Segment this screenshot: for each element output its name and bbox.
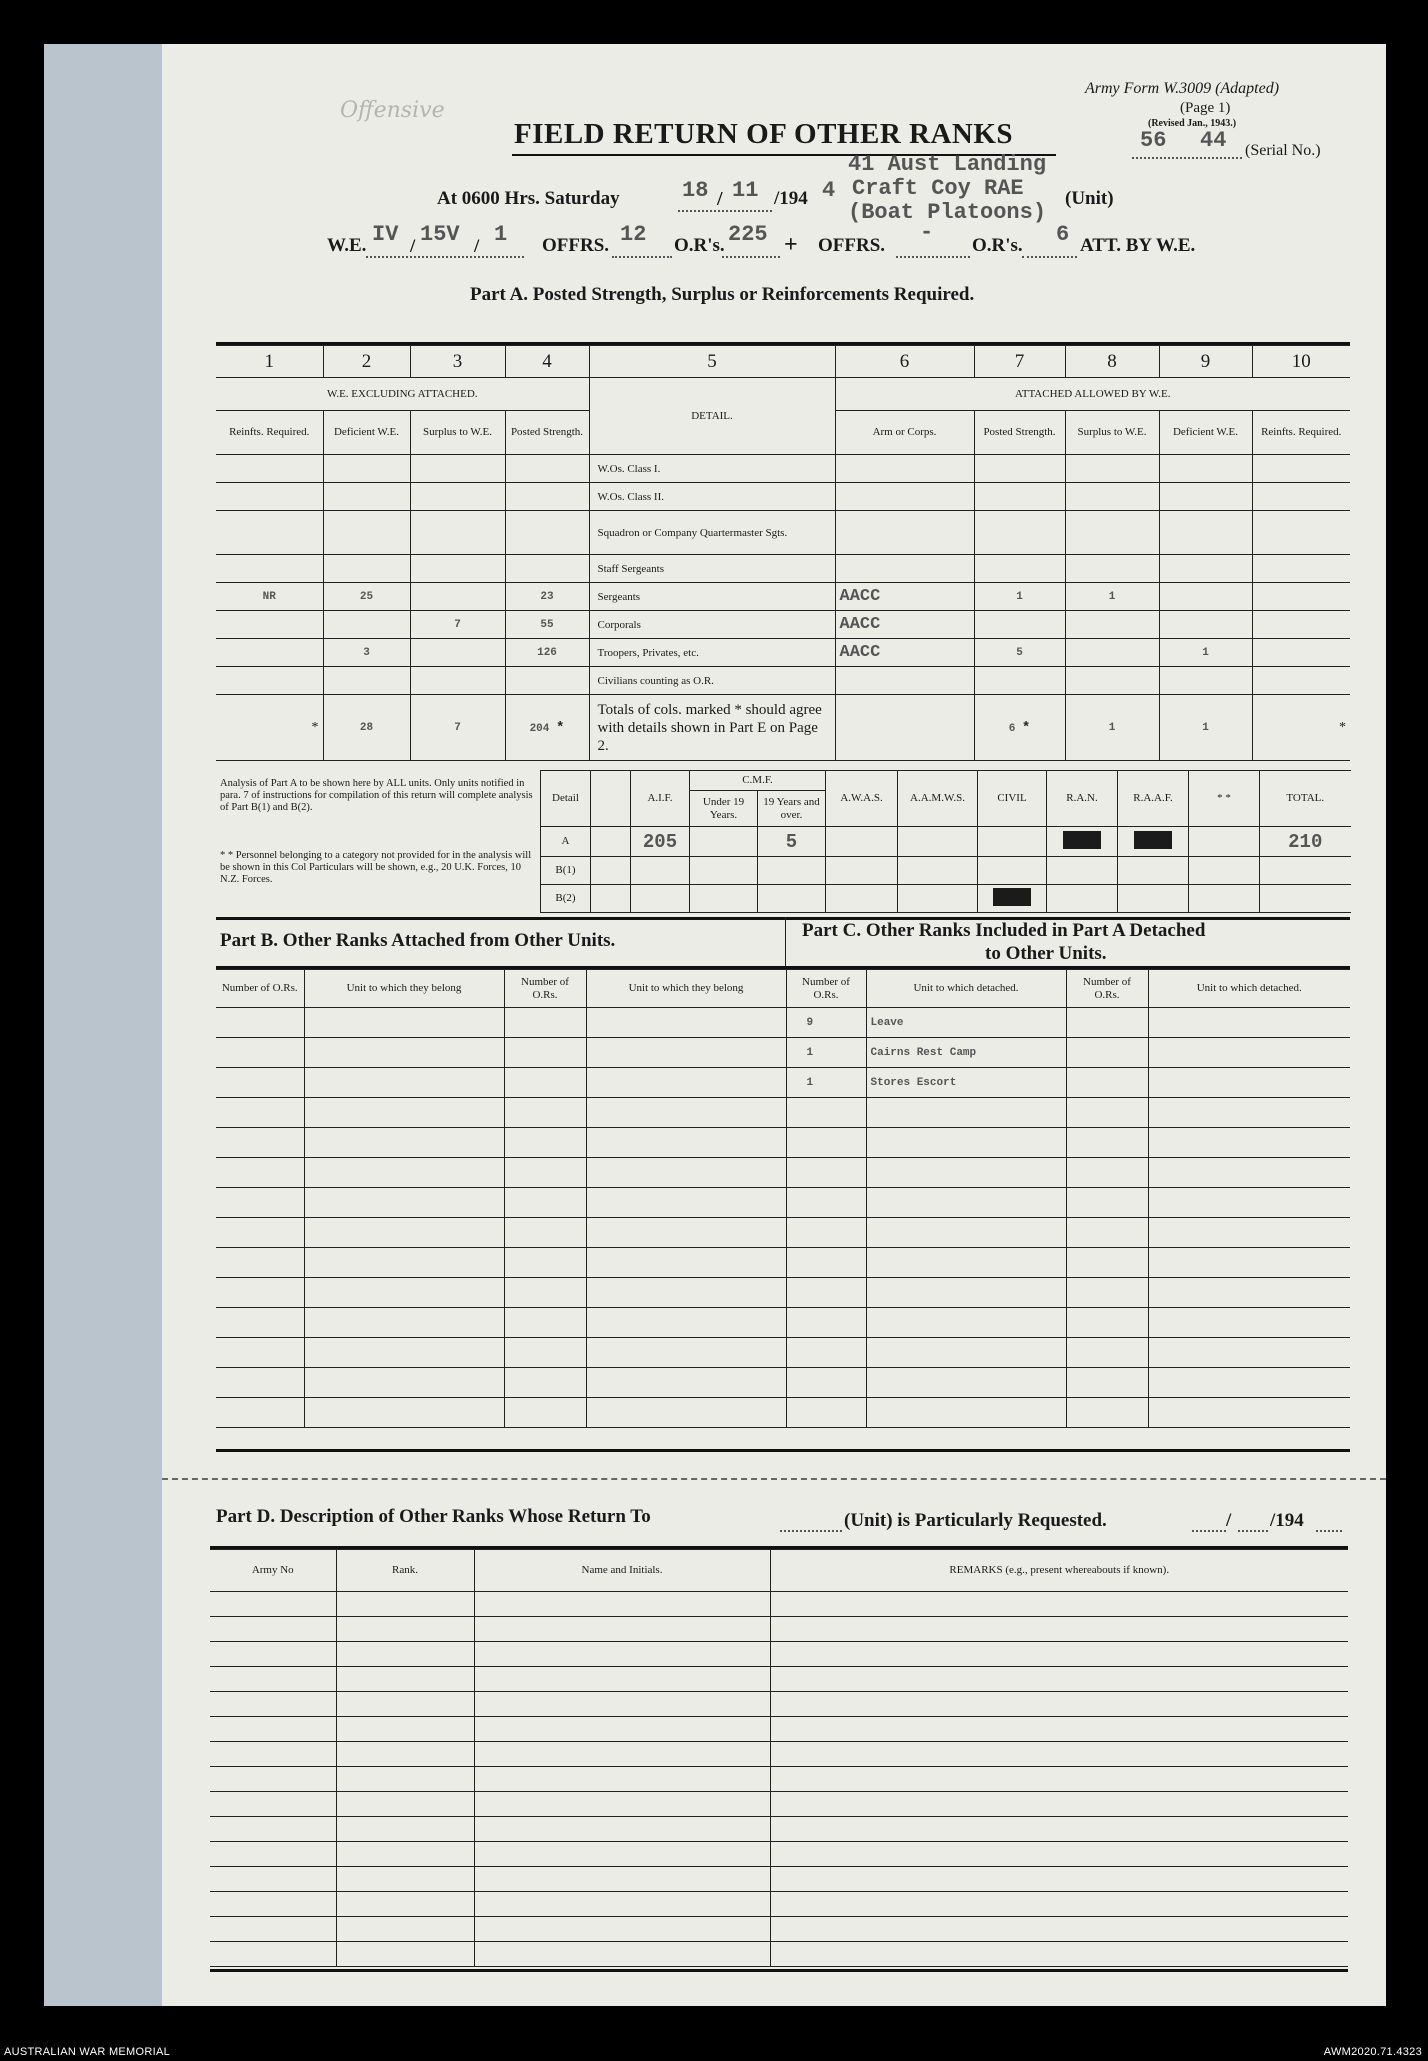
- total-att-posted-cell: 6 *: [974, 695, 1065, 761]
- strength-cell: [1065, 455, 1159, 483]
- total-header: TOTAL.: [1260, 771, 1351, 827]
- form-adapted: (Adapted): [1215, 80, 1280, 97]
- strength-cell: [1159, 611, 1252, 639]
- rank-category: Troopers, Privates, etc.: [589, 639, 835, 667]
- group-left-header: W.E. EXCLUDING ATTACHED.: [216, 378, 589, 411]
- strength-cell: [1252, 511, 1350, 555]
- strength-cell: 5: [974, 639, 1065, 667]
- row-label-a: A: [541, 827, 591, 857]
- part-d-row: [210, 1892, 1348, 1917]
- att-deficient-header: Deficient W.E.: [1159, 411, 1252, 455]
- detached-count: 1: [786, 1038, 866, 1068]
- strength-cell: [410, 555, 505, 583]
- we-value-3: 1: [494, 222, 508, 247]
- part-c-title-2: to Other Units.: [985, 943, 1107, 964]
- strength-cell: [323, 555, 410, 583]
- analysis-row-b2: [541, 885, 1351, 913]
- row-label-b2: B(2): [541, 885, 591, 913]
- att-by-we-label: ATT. BY W.E.: [1080, 235, 1196, 256]
- totals-row: [216, 695, 1350, 761]
- analysis-row-b1: [541, 857, 1351, 885]
- total-deficient: 28: [323, 695, 410, 761]
- ors-label: O.R's.: [674, 235, 725, 256]
- strength-cell: [323, 511, 410, 555]
- offrs-label: OFFRS.: [542, 235, 610, 256]
- totals-star-right: *: [1252, 695, 1350, 761]
- part-d-row: [210, 1767, 1348, 1792]
- month-value: 11: [732, 178, 759, 203]
- total-surplus: 7: [410, 695, 505, 761]
- strength-cell: [1252, 483, 1350, 511]
- strength-cell: [505, 483, 589, 511]
- paper-underlay: [44, 44, 166, 2006]
- total-att-deficient: 1: [1159, 695, 1252, 761]
- army-no-header: Army No: [210, 1550, 336, 1592]
- strength-cell: [1252, 639, 1350, 667]
- strength-cell: [1252, 555, 1350, 583]
- strength-cell: [410, 583, 505, 611]
- part-bc-row: [216, 1368, 1350, 1398]
- rank-header: Rank.: [336, 1550, 474, 1592]
- part-bc-row: [216, 1038, 1350, 1068]
- arm-corps-value: [835, 555, 974, 583]
- part-a-row: [216, 511, 1350, 555]
- strength-cell: [974, 511, 1065, 555]
- arm-corps-value: [835, 511, 974, 555]
- strength-cell: [1252, 455, 1350, 483]
- part-bc-row: [216, 1278, 1350, 1308]
- analysis-note-1: Analysis of Part A to be shown here by ALL units. Only units notified in para. 7 of instructions for compilation of this return will complete analysis of Part B(1) and B(2).: [220, 778, 533, 813]
- serial-label: (Serial No.): [1245, 142, 1321, 159]
- part-d-date-suffix: /194: [1270, 1510, 1304, 1531]
- strength-cell: [323, 455, 410, 483]
- strength-cell: [1159, 583, 1252, 611]
- col-number: 3: [410, 346, 505, 378]
- ran-header: R.A.N.: [1047, 771, 1118, 827]
- strength-cell: [216, 611, 323, 639]
- day-value: 18: [682, 178, 709, 203]
- strength-cell: [974, 611, 1065, 639]
- part-d-row: [210, 1867, 1348, 1892]
- analysis-row-a: [541, 827, 1351, 857]
- part-d-row: [210, 1617, 1348, 1642]
- arm-corps-value: [835, 483, 974, 511]
- strength-cell: [410, 511, 505, 555]
- part-d-row: [210, 1717, 1348, 1742]
- tear-line: [162, 1478, 1386, 1480]
- col-number: 9: [1159, 346, 1252, 378]
- strength-cell: 25: [323, 583, 410, 611]
- part-a-row: [216, 667, 1350, 695]
- serial-dots: [1132, 157, 1242, 159]
- part-bc-row: [216, 1218, 1350, 1248]
- col-number: 10: [1252, 346, 1350, 378]
- part-a-table: [216, 345, 1350, 761]
- analysis-table: [540, 770, 1351, 913]
- part-a-row: [216, 483, 1350, 511]
- part-a-row: [216, 611, 1350, 639]
- remarks-header: REMARKS (e.g., present whereabouts if known).: [770, 1550, 1348, 1592]
- detached-unit: Cairns Rest Camp: [866, 1038, 1066, 1068]
- part-d-row: [210, 1817, 1348, 1842]
- analysis-note-2: * * Personnel belonging to a category not provided for in the analysis will be shown in this Col Particulars will be shown, e.g., 20 U.K. Forces, 10 N.Z. Forces.: [220, 850, 532, 885]
- strength-cell: [1159, 483, 1252, 511]
- part-d-row: [210, 1942, 1348, 1967]
- part-b-num-header: Number of O.Rs.: [216, 970, 304, 1008]
- strength-cell: [974, 483, 1065, 511]
- group-right-header: ATTACHED ALLOWED BY W.E.: [835, 378, 1350, 411]
- unit-line-1: 41 Aust Landing: [848, 152, 1047, 177]
- name-header: Name and Initials.: [474, 1550, 770, 1592]
- part-d-row: [210, 1667, 1348, 1692]
- part-b-num-header-2: Number of O.Rs.: [504, 970, 586, 1008]
- detached-unit: Stores Escort: [866, 1068, 1066, 1098]
- total-posted: 204: [529, 722, 550, 735]
- rank-category: W.Os. Class I.: [589, 455, 835, 483]
- part-d-table: [210, 1549, 1348, 1967]
- strength-cell: [505, 667, 589, 695]
- strength-cell: [216, 483, 323, 511]
- strength-cell: 126: [505, 639, 589, 667]
- footer-right: AWM2020.71.4323: [1323, 2046, 1422, 2058]
- strength-cell: 7: [410, 611, 505, 639]
- we-value-2: 15V: [420, 222, 460, 247]
- strength-cell: [410, 483, 505, 511]
- offrs-value: 12: [620, 222, 647, 247]
- redaction-mark: [1134, 831, 1172, 849]
- att-offrs-value: -: [920, 220, 934, 245]
- strength-cell: [323, 483, 410, 511]
- we-label: W.E.: [327, 235, 367, 256]
- arm-corps-value: AACC: [835, 583, 974, 611]
- handwritten-note: Offensive: [340, 98, 445, 123]
- part-d-row: [210, 1742, 1348, 1767]
- part-bc-row: [216, 1308, 1350, 1338]
- part-c-unit-header: Unit to which detached.: [866, 970, 1066, 1008]
- unit-line-2: Craft Coy RAE: [852, 176, 1024, 201]
- page-title: FIELD RETURN OF OTHER RANKS: [514, 118, 1014, 150]
- strength-cell: [974, 555, 1065, 583]
- att-offrs-label: OFFRS.: [818, 235, 886, 256]
- strength-cell: [505, 511, 589, 555]
- part-b-unit-header-2: Unit to which they belong: [586, 970, 786, 1008]
- strength-cell: 1: [1159, 639, 1252, 667]
- part-bc-row: [216, 1128, 1350, 1158]
- plus-sign: +: [784, 232, 798, 258]
- part-d-title: Part D. Description of Other Ranks Whose Return To: [216, 1506, 651, 1527]
- part-d-row: [210, 1917, 1348, 1942]
- strength-cell: [410, 667, 505, 695]
- over19-value: 5: [758, 827, 826, 857]
- part-bc-row: [216, 1008, 1350, 1038]
- footer-left: AUSTRALIAN WAR MEMORIAL: [4, 2046, 171, 2058]
- part-b-unit-header: Unit to which they belong: [304, 970, 504, 1008]
- analysis-total-value: 210: [1260, 827, 1351, 857]
- strength-cell: NR: [216, 583, 323, 611]
- strength-cell: 3: [323, 639, 410, 667]
- strength-cell: [216, 639, 323, 667]
- detached-count: 9: [786, 1008, 866, 1038]
- arm-corps-value: [835, 455, 974, 483]
- col-number: 2: [323, 346, 410, 378]
- strength-cell: 1: [974, 583, 1065, 611]
- strength-cell: [1065, 611, 1159, 639]
- rank-category: Squadron or Company Quartermaster Sgts.: [589, 511, 835, 555]
- redaction-mark: [993, 888, 1031, 906]
- strength-cell: [1252, 611, 1350, 639]
- deficient-header: Deficient W.E.: [323, 411, 410, 455]
- total-att-surplus: 1: [1065, 695, 1159, 761]
- part-a-row: [216, 555, 1350, 583]
- awas-header: A.W.A.S.: [826, 771, 898, 827]
- part-d-header-row: [210, 1550, 1348, 1592]
- rank-category: W.Os. Class II.: [589, 483, 835, 511]
- posted-header: Posted Strength.: [505, 411, 589, 455]
- aif-value: 205: [631, 827, 690, 857]
- arm-corps-value: AACC: [835, 639, 974, 667]
- rank-category: Sergeants: [589, 583, 835, 611]
- part-bc-row: [216, 1398, 1350, 1428]
- unit-line-3: (Boat Platoons): [848, 200, 1047, 225]
- part-c-num-header-2: Number of O.Rs.: [1066, 970, 1148, 1008]
- col-number: 8: [1065, 346, 1159, 378]
- form-id: Army Form W.3009: [1085, 80, 1212, 97]
- part-bc-table: [216, 969, 1350, 1428]
- detached-count: 1: [786, 1068, 866, 1098]
- strength-cell: [505, 555, 589, 583]
- strength-cell: [1159, 667, 1252, 695]
- strength-cell: [1252, 583, 1350, 611]
- detached-unit: Leave: [866, 1008, 1066, 1038]
- part-d-row: [210, 1592, 1348, 1617]
- strength-cell: 23: [505, 583, 589, 611]
- col-number: 6: [835, 346, 974, 378]
- strength-cell: [216, 667, 323, 695]
- part-c-unit-header-2: Unit to which detached.: [1148, 970, 1350, 1008]
- part-c-title-1: Part C. Other Ranks Included in Part A Detached: [802, 920, 1206, 941]
- strength-cell: [1159, 455, 1252, 483]
- col-number: 7: [974, 346, 1065, 378]
- strength-cell: [505, 455, 589, 483]
- cmf-header: C.M.F.: [690, 771, 826, 791]
- strength-cell: [216, 555, 323, 583]
- att-posted-header: Posted Strength.: [974, 411, 1065, 455]
- totals-detail: Totals of cols. marked * should agree with details shown in Part E on Page 2.: [589, 695, 835, 761]
- serial-number-1: 56: [1140, 128, 1167, 153]
- part-bc-row: [216, 1338, 1350, 1368]
- under19-header: Under 19 Years.: [690, 791, 758, 827]
- part-a-title: Part A. Posted Strength, Surplus or Reinforcements Required.: [470, 284, 975, 305]
- analysis-detail-header: Detail: [541, 771, 591, 827]
- strength-cell: [1159, 555, 1252, 583]
- strength-cell: [1252, 667, 1350, 695]
- strength-cell: [1065, 667, 1159, 695]
- unit-label: (Unit): [1065, 188, 1114, 209]
- total-att-posted: 6: [1008, 722, 1016, 735]
- part-a-row: [216, 639, 1350, 667]
- part-bc-header-row: [216, 970, 1350, 1008]
- row-label-b1: B(1): [541, 857, 591, 885]
- arm-corps-header: Arm or Corps.: [835, 411, 974, 455]
- year-digit: 4: [822, 178, 836, 203]
- rank-category: Civilians counting as O.R.: [589, 667, 835, 695]
- part-a-row: [216, 583, 1350, 611]
- part-b-title: Part B. Other Ranks Attached from Other Units.: [220, 930, 616, 951]
- att-surplus-header: Surplus to W.E.: [1065, 411, 1159, 455]
- aamws-header: A.A.M.W.S.: [898, 771, 978, 827]
- column-number-row: [216, 346, 1350, 378]
- part-d-row: [210, 1642, 1348, 1667]
- aif-header: A.I.F.: [631, 771, 690, 827]
- other-header: * *: [1189, 771, 1260, 827]
- we-value-1: IV: [372, 222, 399, 247]
- strength-cell: [1065, 555, 1159, 583]
- strength-cell: [216, 511, 323, 555]
- part-d-row: [210, 1692, 1348, 1717]
- revised-date: (Revised Jan., 1943.): [1148, 118, 1237, 129]
- part-bc-row: [216, 1248, 1350, 1278]
- serial-number-2: 44: [1200, 128, 1227, 153]
- part-d-unit-label: (Unit) is Particularly Requested.: [844, 1510, 1107, 1531]
- over19-header: 19 Years and over.: [758, 791, 826, 827]
- detail-header: DETAIL.: [589, 378, 835, 455]
- strength-cell: [410, 455, 505, 483]
- surplus-header: Surplus to W.E.: [410, 411, 505, 455]
- part-bc-row: [216, 1188, 1350, 1218]
- ors-value: 225: [728, 222, 768, 247]
- rank-category: Corporals: [589, 611, 835, 639]
- civil-header: CIVIL: [978, 771, 1047, 827]
- strength-cell: [1065, 639, 1159, 667]
- strength-cell: [1159, 511, 1252, 555]
- strength-cell: 1: [1065, 583, 1159, 611]
- col-number: 1: [216, 346, 323, 378]
- col-number: 4: [505, 346, 589, 378]
- att-ors-value: 6: [1056, 222, 1070, 247]
- part-d-row: [210, 1792, 1348, 1817]
- arm-corps-value: [835, 667, 974, 695]
- part-d-row: [210, 1842, 1348, 1867]
- att-ors-label: O.R's.: [972, 235, 1023, 256]
- raaf-header: R.A.A.F.: [1118, 771, 1189, 827]
- strength-cell: [974, 667, 1065, 695]
- group-header-row: [216, 378, 1350, 411]
- strength-cell: [323, 611, 410, 639]
- page-number: (Page 1): [1180, 100, 1231, 116]
- strength-cell: [974, 455, 1065, 483]
- att-reinfts-header: Reinfts. Required.: [1252, 411, 1350, 455]
- total-posted-cell: 204 *: [505, 695, 589, 761]
- strength-cell: [323, 667, 410, 695]
- part-bc-row: [216, 1068, 1350, 1098]
- strength-cell: [216, 455, 323, 483]
- part-c-num-header: Number of O.Rs.: [786, 970, 866, 1008]
- strength-cell: [410, 639, 505, 667]
- col-number: 5: [589, 346, 835, 378]
- strength-cell: 55: [505, 611, 589, 639]
- redaction-mark: [1063, 831, 1101, 849]
- strength-cell: [1065, 511, 1159, 555]
- at-label: At 0600 Hrs. Saturday: [437, 188, 620, 209]
- rank-category: Staff Sergeants: [589, 555, 835, 583]
- part-a-row: [216, 455, 1350, 483]
- year-prefix: /194: [774, 188, 808, 209]
- form-id-line: [1085, 80, 1279, 98]
- arm-corps-value: AACC: [835, 611, 974, 639]
- strength-cell: [1065, 483, 1159, 511]
- part-bc-row: [216, 1098, 1350, 1128]
- totals-star: *: [216, 695, 323, 761]
- reinfts-header: Reinfts. Required.: [216, 411, 323, 455]
- part-bc-row: [216, 1158, 1350, 1188]
